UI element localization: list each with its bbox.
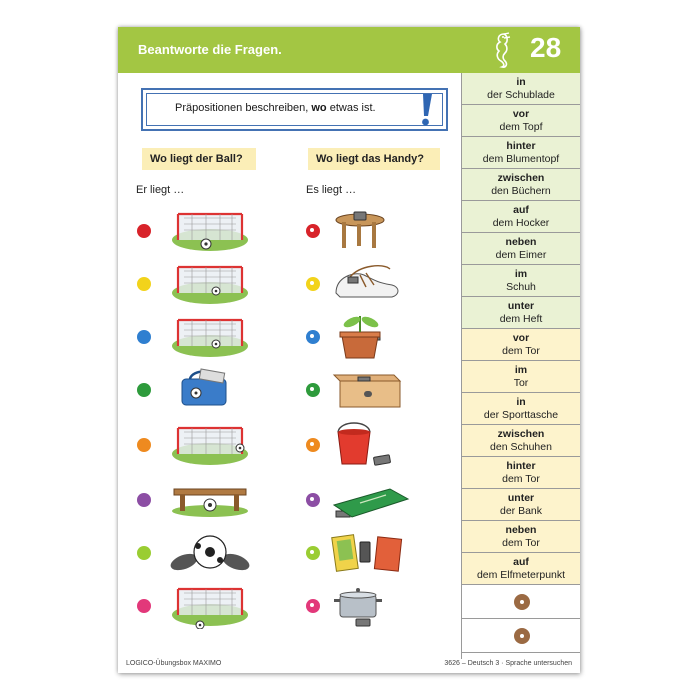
answer-cell bbox=[462, 169, 580, 201]
answer-preposition: in bbox=[516, 76, 526, 88]
answer-cell bbox=[462, 201, 580, 233]
color-ring bbox=[306, 599, 320, 613]
token-cell bbox=[462, 619, 580, 653]
stool-phone-on-illustration bbox=[330, 206, 410, 254]
shoes-ball-between-illustration bbox=[170, 528, 250, 576]
answer-preposition: auf bbox=[513, 556, 529, 568]
banner-text: Präpositionen beschreiben, wo etwas ist. bbox=[175, 102, 376, 114]
answer-cell bbox=[462, 105, 580, 137]
answer-cell bbox=[462, 233, 580, 265]
sports-bag-ball-illustration bbox=[170, 365, 250, 413]
answer-preposition: vor bbox=[512, 108, 530, 120]
brown-token-dot bbox=[514, 628, 530, 644]
answer-preposition: unter bbox=[507, 300, 535, 312]
footer-right: 3626 – Deutsch 3 · Sprache untersuchen bbox=[444, 660, 572, 667]
answer-object: Schuh bbox=[506, 281, 536, 293]
sentence-start-phone: Es liegt … bbox=[306, 184, 357, 196]
answer-object: dem Heft bbox=[499, 313, 543, 325]
answer-object: dem Elfmeterpunkt bbox=[476, 569, 566, 581]
answer-preposition: zwischen bbox=[497, 172, 545, 184]
token-cell bbox=[462, 585, 580, 619]
goal-ball-penalty-illustration bbox=[170, 581, 250, 629]
answer-cell bbox=[462, 297, 580, 329]
answer-object: dem Tor bbox=[502, 345, 540, 357]
answer-cell bbox=[462, 393, 580, 425]
answer-preposition: im bbox=[514, 268, 528, 280]
answer-cell bbox=[462, 73, 580, 105]
drawer-phone-in-illustration bbox=[330, 365, 410, 413]
color-ring bbox=[306, 546, 320, 560]
answer-cell bbox=[462, 329, 580, 361]
question-phone: Wo liegt das Handy? bbox=[308, 148, 440, 170]
color-dot bbox=[137, 546, 151, 560]
worksheet-card bbox=[118, 27, 580, 673]
answer-object: dem Topf bbox=[499, 121, 543, 133]
color-ring bbox=[306, 493, 320, 507]
brown-token-dot bbox=[514, 594, 530, 610]
goal-ball-inside-2-illustration bbox=[170, 312, 250, 360]
answer-object: der Bank bbox=[499, 505, 543, 517]
color-dot bbox=[137, 330, 151, 344]
info-banner bbox=[141, 88, 448, 131]
answer-preposition: hinter bbox=[506, 140, 536, 152]
notebook-phone-under-illustration bbox=[330, 475, 410, 523]
answer-object: der Sporttasche bbox=[483, 409, 559, 421]
answer-cell bbox=[462, 361, 580, 393]
page-title: Beantworte die Fragen. bbox=[138, 42, 282, 57]
exclamation-icon bbox=[415, 92, 437, 128]
goal-ball-behind-illustration bbox=[170, 420, 250, 468]
color-ring bbox=[306, 277, 320, 291]
answer-cell bbox=[462, 521, 580, 553]
answer-object: dem Hocker bbox=[492, 217, 550, 229]
answer-preposition: hinter bbox=[506, 460, 536, 472]
color-ring bbox=[306, 383, 320, 397]
flowerpot-phone-behind-illustration bbox=[330, 312, 410, 360]
color-dot bbox=[137, 438, 151, 452]
bench-ball-under-illustration bbox=[170, 475, 250, 523]
answer-preposition: vor bbox=[512, 332, 530, 344]
answer-object: dem Tor bbox=[502, 473, 540, 485]
answer-preposition: neben bbox=[505, 524, 537, 536]
shoe-phone-in-illustration bbox=[330, 259, 410, 307]
color-dot bbox=[137, 224, 151, 238]
answer-cell bbox=[462, 457, 580, 489]
answer-object: Tor bbox=[513, 377, 529, 389]
answer-preposition: in bbox=[516, 396, 526, 408]
color-dot bbox=[137, 383, 151, 397]
page-number: 28 bbox=[530, 32, 562, 63]
pot-phone-in-front-illustration bbox=[330, 581, 410, 629]
answer-cell bbox=[462, 553, 580, 585]
answer-object: den Büchern bbox=[491, 185, 551, 197]
answer-preposition: im bbox=[514, 364, 528, 376]
answer-object: den Schuhen bbox=[490, 441, 552, 453]
bucket-phone-beside-illustration bbox=[330, 420, 410, 468]
answer-cell bbox=[462, 425, 580, 457]
color-ring bbox=[306, 438, 320, 452]
color-dot bbox=[137, 493, 151, 507]
goal-ball-in-front-illustration bbox=[170, 206, 250, 254]
answer-object: dem Tor bbox=[502, 537, 540, 549]
sentence-start-ball: Er liegt … bbox=[136, 184, 185, 196]
goal-ball-inside-illustration bbox=[170, 259, 250, 307]
seahorse-icon bbox=[488, 31, 516, 69]
header-bar bbox=[118, 27, 580, 73]
answer-preposition: auf bbox=[513, 204, 529, 216]
books-phone-between-illustration bbox=[330, 528, 410, 576]
answer-cell bbox=[462, 137, 580, 169]
answer-preposition: unter bbox=[507, 492, 535, 504]
footer-left: LOGICO-Übungsbox MAXIMO bbox=[126, 660, 222, 667]
color-dot bbox=[137, 599, 151, 613]
color-dot bbox=[137, 277, 151, 291]
answer-object: der Schublade bbox=[487, 89, 555, 101]
color-ring bbox=[306, 330, 320, 344]
color-ring bbox=[306, 224, 320, 238]
answer-object: dem Blumentopf bbox=[482, 153, 560, 165]
answer-cell bbox=[462, 265, 580, 297]
answer-preposition: neben bbox=[505, 236, 537, 248]
question-ball: Wo liegt der Ball? bbox=[142, 148, 256, 170]
answer-cell bbox=[462, 489, 580, 521]
answer-preposition: zwischen bbox=[497, 428, 545, 440]
answer-object: dem Eimer bbox=[495, 249, 547, 261]
